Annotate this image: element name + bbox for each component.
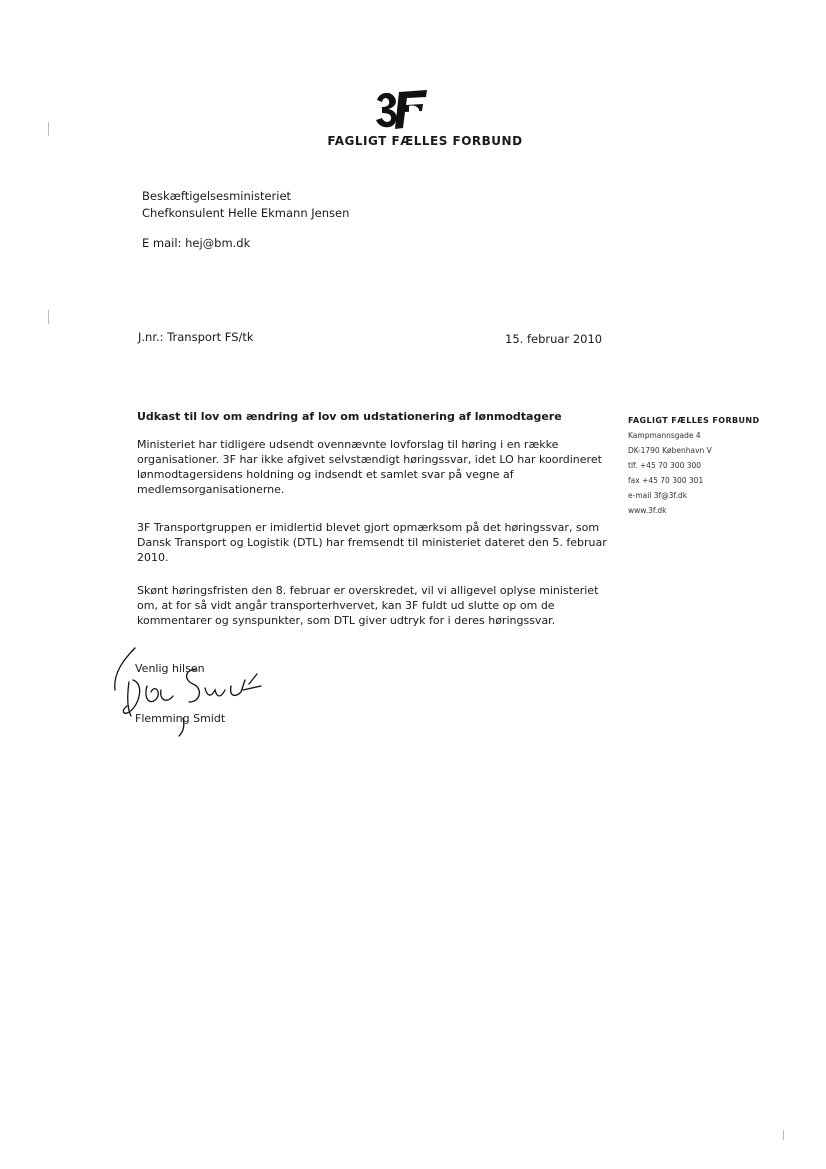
closing-greeting: Venlig hilsen xyxy=(135,662,205,675)
journal-reference: J.nr.: Transport FS/tk xyxy=(138,330,254,344)
3f-logo-icon xyxy=(371,86,431,132)
sender-city: DK-1790 København V xyxy=(628,446,712,455)
sender-address-block xyxy=(628,413,760,518)
body-paragraph-2: 3F Transportgruppen er imidlertid blevet gjort opmærksom på det høringssvar, som Dansk Transport og Logistik (DTL) har fremsendt til ministeriet dateret den 5. februar 2010. xyxy=(137,521,607,564)
scan-speck xyxy=(48,122,49,136)
recipient-email: E mail: hej@bm.dk xyxy=(142,236,251,250)
sender-street: Kampmannsgade 4 xyxy=(628,431,701,440)
sender-phone: tlf. +45 70 300 300 xyxy=(628,461,702,470)
sender-email: e-mail 3f@3f.dk xyxy=(628,491,688,500)
sender-fax: fax +45 70 300 301 xyxy=(628,476,704,485)
scan-speck xyxy=(783,1130,784,1140)
scan-speck xyxy=(48,310,49,324)
recipient-person: Chefkonsulent Helle Ekmann Jensen xyxy=(142,206,350,220)
organization-name: FAGLIGT FÆLLES FORBUND xyxy=(327,134,523,148)
recipient-address xyxy=(142,188,349,222)
recipient-ministry: Beskæftigelsesministeriet xyxy=(142,189,292,203)
letter-date: 15. februar 2010 xyxy=(505,332,603,346)
signer-name: Flemming Smidt xyxy=(135,712,226,725)
letter-subject: Udkast til lov om ændring af lov om udstationering af lønmodtagere xyxy=(137,410,562,423)
sender-name: FAGLIGT FÆLLES FORBUND xyxy=(628,416,760,425)
body-paragraph-1: Ministeriet har tidligere udsendt ovennævnte lovforslag til høring i en række organisationer. 3F har ikke afgivet selvstændigt høringssvar, idet LO har koordineret lønmodtagersidens holdning og indsendt et samlet svar på vegne af medlemsorganisationerne. xyxy=(137,438,602,496)
sender-website: www.3f.dk xyxy=(628,506,667,515)
body-paragraph-3: Skønt høringsfristen den 8. februar er overskredet, vil vi alligevel oplyse ministeriet om, at for så vidt angår transporterhvervet, kan 3F fuldt ud slutte op om de kommentarer og synspunkter, som DTL giver udtryk for i deres høringssvar. xyxy=(137,584,599,627)
handwritten-signature xyxy=(105,640,275,740)
